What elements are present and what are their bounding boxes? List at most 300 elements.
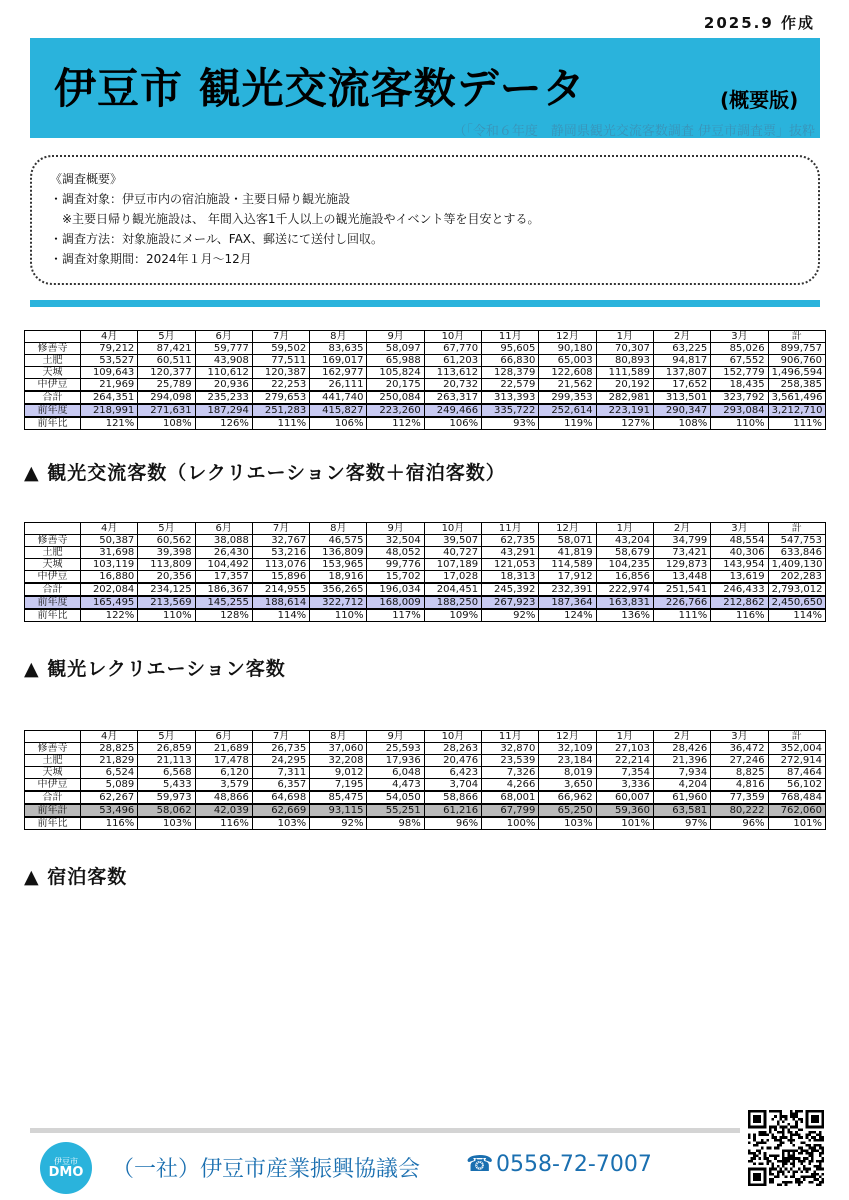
table-cell: 2,450,650 xyxy=(768,596,825,609)
table-cell: 3,650 xyxy=(539,779,596,792)
table-cell: 127% xyxy=(596,417,653,430)
table-cell: 59,973 xyxy=(138,791,195,804)
table-cell: 87,421 xyxy=(138,343,195,355)
table-cell: 18,916 xyxy=(310,571,367,584)
logo-top-text: 伊豆市 xyxy=(54,1156,78,1166)
row-label: 天城 xyxy=(25,367,81,379)
table-cell: 162,977 xyxy=(310,367,367,379)
table-cell: 17,912 xyxy=(539,571,596,584)
row-label: 合計 xyxy=(25,391,81,404)
table-cell: 234,125 xyxy=(138,583,195,596)
table-cell: 23,539 xyxy=(482,755,539,767)
table-cell: 114,589 xyxy=(539,559,596,571)
table-cell: 279,653 xyxy=(252,391,309,404)
table-row xyxy=(25,767,826,779)
table-cell: 202,084 xyxy=(81,583,138,596)
table-cell: 54,050 xyxy=(367,791,424,804)
table-cell: 111% xyxy=(252,417,309,430)
table-cell: 63,225 xyxy=(653,343,710,355)
row-label: 前年比 xyxy=(25,817,81,830)
table-row xyxy=(25,547,826,559)
row-label: 修善寺 xyxy=(25,743,81,755)
row-label: 土肥 xyxy=(25,755,81,767)
table-cell: 40,306 xyxy=(711,547,768,559)
table-cell: 111% xyxy=(653,609,710,622)
table-cell: 22,214 xyxy=(596,755,653,767)
column-header: 10月 xyxy=(424,523,481,535)
table-cell: 27,103 xyxy=(596,743,653,755)
table-cell: 3,336 xyxy=(596,779,653,792)
table-cell: 103,119 xyxy=(81,559,138,571)
table-cell: 21,689 xyxy=(195,743,252,755)
table-cell: 246,433 xyxy=(711,583,768,596)
table-cell: 77,359 xyxy=(711,791,768,804)
column-header: 6月 xyxy=(195,331,252,343)
table-cell: 48,866 xyxy=(195,791,252,804)
table-cell: 143,954 xyxy=(711,559,768,571)
table-row xyxy=(25,367,826,379)
table-row xyxy=(25,755,826,767)
table-cell: 61,960 xyxy=(653,791,710,804)
table-cell: 104,492 xyxy=(195,559,252,571)
table-cell: 53,527 xyxy=(81,355,138,367)
column-header: 7月 xyxy=(252,331,309,343)
table-cell: 21,113 xyxy=(138,755,195,767)
table-cell: 26,430 xyxy=(195,547,252,559)
table-overnight-visitors xyxy=(24,730,826,830)
table-cell: 17,936 xyxy=(367,755,424,767)
column-header: 計 xyxy=(768,523,825,535)
table-cell: 53,216 xyxy=(252,547,309,559)
table-cell: 41,819 xyxy=(539,547,596,559)
column-header: 計 xyxy=(768,331,825,343)
table-cell: 169,017 xyxy=(310,355,367,367)
column-header: 10月 xyxy=(424,731,481,743)
phone-icon: ☎ xyxy=(466,1152,494,1177)
table-cell: 62,669 xyxy=(252,804,309,817)
table-cell: 101% xyxy=(596,817,653,830)
table-cell: 196,034 xyxy=(367,583,424,596)
table-cell: 110% xyxy=(138,609,195,622)
table-cell: 55,251 xyxy=(367,804,424,817)
column-header: 3月 xyxy=(711,331,768,343)
table-cell: 26,859 xyxy=(138,743,195,755)
table-cell: 58,679 xyxy=(596,547,653,559)
table-cell: 8,825 xyxy=(711,767,768,779)
table-cell: 202,283 xyxy=(768,571,825,584)
table-cell: 17,478 xyxy=(195,755,252,767)
table-cell: 13,448 xyxy=(653,571,710,584)
table-cell: 126% xyxy=(195,417,252,430)
table-cell: 271,631 xyxy=(138,404,195,417)
table-cell: 204,451 xyxy=(424,583,481,596)
table-cell: 43,291 xyxy=(482,547,539,559)
column-header: 12月 xyxy=(539,331,596,343)
table-cell: 226,766 xyxy=(653,596,710,609)
column-header: 9月 xyxy=(367,523,424,535)
table-cell: 65,003 xyxy=(539,355,596,367)
table-cell: 136,809 xyxy=(310,547,367,559)
table-row xyxy=(25,535,826,547)
table-cell: 15,702 xyxy=(367,571,424,584)
table-cell: 186,367 xyxy=(195,583,252,596)
table-cell: 90,180 xyxy=(539,343,596,355)
table-cell: 26,111 xyxy=(310,379,367,392)
table-cell: 59,777 xyxy=(195,343,252,355)
table-cell: 633,846 xyxy=(768,547,825,559)
column-header: 8月 xyxy=(310,731,367,743)
table-cell: 60,007 xyxy=(596,791,653,804)
table-cell: 168,009 xyxy=(367,596,424,609)
column-header: 6月 xyxy=(195,731,252,743)
table-cell: 113,076 xyxy=(252,559,309,571)
table-cell: 107,189 xyxy=(424,559,481,571)
table-cell: 768,484 xyxy=(768,791,825,804)
table-cell: 60,511 xyxy=(138,355,195,367)
column-header: 4月 xyxy=(81,523,138,535)
table-cell: 120,377 xyxy=(138,367,195,379)
corner-cell xyxy=(25,331,81,343)
table-cell: 99,776 xyxy=(367,559,424,571)
table-cell: 13,619 xyxy=(711,571,768,584)
row-label: 土肥 xyxy=(25,547,81,559)
table-cell: 128% xyxy=(195,609,252,622)
table-cell: 762,060 xyxy=(768,804,825,817)
column-header: 6月 xyxy=(195,523,252,535)
table-cell: 251,283 xyxy=(252,404,309,417)
table-row xyxy=(25,343,826,355)
table-cell: 59,502 xyxy=(252,343,309,355)
table-cell: 108% xyxy=(653,417,710,430)
table-cell: 187,294 xyxy=(195,404,252,417)
table-cell: 264,351 xyxy=(81,391,138,404)
table-cell: 7,311 xyxy=(252,767,309,779)
row-label: 前年比 xyxy=(25,609,81,622)
table-cell: 21,969 xyxy=(81,379,138,392)
table-total-visitors xyxy=(24,330,826,430)
table-cell: 9,012 xyxy=(310,767,367,779)
table-cell: 313,393 xyxy=(482,391,539,404)
overview-line: ※主要日帰り観光施設は、 年間入込客1千人以上の観光施設やイベント等を目安とする。 xyxy=(50,212,540,226)
table-cell: 109,643 xyxy=(81,367,138,379)
table-cell: 22,579 xyxy=(482,379,539,392)
table-cell: 97% xyxy=(653,817,710,830)
header-row xyxy=(25,731,826,743)
table-cell: 1,496,594 xyxy=(768,367,825,379)
table-cell: 114% xyxy=(768,609,825,622)
table-cell: 68,001 xyxy=(482,791,539,804)
table-cell: 165,495 xyxy=(81,596,138,609)
table-cell: 87,464 xyxy=(768,767,825,779)
table-cell: 258,385 xyxy=(768,379,825,392)
table-cell: 28,263 xyxy=(424,743,481,755)
table-cell: 105,824 xyxy=(367,367,424,379)
table-cell: 323,792 xyxy=(711,391,768,404)
table-cell: 96% xyxy=(424,817,481,830)
section-title-overnight: ▲ 宿泊客数 xyxy=(24,866,128,888)
table-cell: 441,740 xyxy=(310,391,367,404)
table-cell: 98% xyxy=(367,817,424,830)
table-cell: 111% xyxy=(768,417,825,430)
column-header: 7月 xyxy=(252,731,309,743)
table-cell: 48,554 xyxy=(711,535,768,547)
column-header: 4月 xyxy=(81,731,138,743)
table-cell: 122% xyxy=(81,609,138,622)
table-cell: 121,053 xyxy=(482,559,539,571)
table-cell: 116% xyxy=(81,817,138,830)
table-cell: 31,698 xyxy=(81,547,138,559)
table-cell: 6,423 xyxy=(424,767,481,779)
table-cell: 96% xyxy=(711,817,768,830)
table-row xyxy=(25,817,826,830)
survey-overview xyxy=(30,155,820,285)
table-cell: 103% xyxy=(138,817,195,830)
row-label: 土肥 xyxy=(25,355,81,367)
table-cell: 145,255 xyxy=(195,596,252,609)
table-cell: 899,757 xyxy=(768,343,825,355)
logo-main-text: DMO xyxy=(48,1164,84,1180)
table-cell: 48,052 xyxy=(367,547,424,559)
table-cell: 4,204 xyxy=(653,779,710,792)
table-cell: 293,084 xyxy=(711,404,768,417)
table-cell: 124% xyxy=(539,609,596,622)
row-label: 修善寺 xyxy=(25,535,81,547)
table-cell: 18,435 xyxy=(711,379,768,392)
table-cell: 223,260 xyxy=(367,404,424,417)
table-cell: 66,962 xyxy=(539,791,596,804)
column-header: 3月 xyxy=(711,731,768,743)
table-cell: 58,062 xyxy=(138,804,195,817)
table-cell: 77,511 xyxy=(252,355,309,367)
table-cell: 223,191 xyxy=(596,404,653,417)
table-cell: 32,767 xyxy=(252,535,309,547)
table-cell: 6,048 xyxy=(367,767,424,779)
table-cell: 20,192 xyxy=(596,379,653,392)
table-cell: 6,524 xyxy=(81,767,138,779)
table-cell: 93% xyxy=(482,417,539,430)
row-label: 前年比 xyxy=(25,417,81,430)
table-cell: 95,605 xyxy=(482,343,539,355)
table-cell: 16,880 xyxy=(81,571,138,584)
table-cell: 335,722 xyxy=(482,404,539,417)
table-cell: 63,581 xyxy=(653,804,710,817)
table-cell: 38,088 xyxy=(195,535,252,547)
table-cell: 34,799 xyxy=(653,535,710,547)
table-cell: 137,807 xyxy=(653,367,710,379)
table-cell: 58,071 xyxy=(539,535,596,547)
section-title-total: ▲ 観光交流客数（レクリエーション客数＋宿泊客数） xyxy=(24,462,506,484)
table-cell: 43,908 xyxy=(195,355,252,367)
table-row xyxy=(25,559,826,571)
table-cell: 21,829 xyxy=(81,755,138,767)
table-cell: 322,712 xyxy=(310,596,367,609)
table-cell: 61,203 xyxy=(424,355,481,367)
table-row xyxy=(25,404,826,417)
table-cell: 3,561,496 xyxy=(768,391,825,404)
table-cell: 3,704 xyxy=(424,779,481,792)
table-row xyxy=(25,355,826,367)
table-cell: 100% xyxy=(482,817,539,830)
row-label: 中伊豆 xyxy=(25,571,81,584)
table-cell: 245,392 xyxy=(482,583,539,596)
column-header: 5月 xyxy=(138,331,195,343)
column-header: 5月 xyxy=(138,523,195,535)
page-title: 伊豆市 観光交流客数データ xyxy=(54,64,586,113)
column-header: 2月 xyxy=(653,331,710,343)
table-cell: 6,568 xyxy=(138,767,195,779)
column-header: 8月 xyxy=(310,331,367,343)
table-cell: 232,391 xyxy=(539,583,596,596)
table-cell: 282,981 xyxy=(596,391,653,404)
table-cell: 4,266 xyxy=(482,779,539,792)
table-row xyxy=(25,743,826,755)
table-cell: 93,115 xyxy=(310,804,367,817)
phone-number[interactable]: 0558-72-7007 xyxy=(496,1152,652,1177)
table-cell: 65,250 xyxy=(539,804,596,817)
table-cell: 121% xyxy=(81,417,138,430)
table-cell: 249,466 xyxy=(424,404,481,417)
table-cell: 21,562 xyxy=(539,379,596,392)
table-cell: 101% xyxy=(768,817,825,830)
table-cell: 103% xyxy=(539,817,596,830)
table-cell: 56,102 xyxy=(768,779,825,792)
table-cell: 352,004 xyxy=(768,743,825,755)
table-cell: 152,779 xyxy=(711,367,768,379)
table-cell: 70,307 xyxy=(596,343,653,355)
table-cell: 110% xyxy=(711,417,768,430)
table-cell: 116% xyxy=(195,817,252,830)
table-cell: 129,873 xyxy=(653,559,710,571)
table-cell: 20,356 xyxy=(138,571,195,584)
table-cell: 113,809 xyxy=(138,559,195,571)
table-cell: 3,212,710 xyxy=(768,404,825,417)
corner-cell xyxy=(25,731,81,743)
table-cell: 356,265 xyxy=(310,583,367,596)
table-cell: 24,295 xyxy=(252,755,309,767)
table-cell: 28,825 xyxy=(81,743,138,755)
table-cell: 263,317 xyxy=(424,391,481,404)
row-label: 合計 xyxy=(25,583,81,596)
table-row xyxy=(25,779,826,792)
table-cell: 222,974 xyxy=(596,583,653,596)
table-cell: 117% xyxy=(367,609,424,622)
table-cell: 214,955 xyxy=(252,583,309,596)
table-cell: 66,830 xyxy=(482,355,539,367)
table-cell: 67,770 xyxy=(424,343,481,355)
row-label: 前年度 xyxy=(25,596,81,609)
table-cell: 547,753 xyxy=(768,535,825,547)
corner-cell xyxy=(25,523,81,535)
summary-badge: (概要版) xyxy=(720,88,799,112)
table-cell: 23,184 xyxy=(539,755,596,767)
table-cell: 272,914 xyxy=(768,755,825,767)
column-header: 3月 xyxy=(711,523,768,535)
overview-line: ・調査対象期間：2024年１月～12月 xyxy=(50,252,252,266)
table-cell: 94,817 xyxy=(653,355,710,367)
column-header: 2月 xyxy=(653,731,710,743)
table-cell: 109% xyxy=(424,609,481,622)
table-cell: 80,222 xyxy=(711,804,768,817)
table-cell: 106% xyxy=(310,417,367,430)
row-label: 前年計 xyxy=(25,804,81,817)
table-cell: 92% xyxy=(310,817,367,830)
table-cell: 43,204 xyxy=(596,535,653,547)
table-cell: 42,039 xyxy=(195,804,252,817)
table-cell: 53,496 xyxy=(81,804,138,817)
table-row xyxy=(25,609,826,622)
column-header: 4月 xyxy=(81,331,138,343)
column-header: 12月 xyxy=(539,731,596,743)
table-cell: 67,552 xyxy=(711,355,768,367)
table-cell: 251,541 xyxy=(653,583,710,596)
table-cell: 32,504 xyxy=(367,535,424,547)
table-row xyxy=(25,391,826,404)
table-cell: 110,612 xyxy=(195,367,252,379)
row-label: 合計 xyxy=(25,791,81,804)
divider-bar xyxy=(30,300,820,307)
column-header: 9月 xyxy=(367,331,424,343)
table-cell: 188,614 xyxy=(252,596,309,609)
column-header: 1月 xyxy=(596,523,653,535)
table-cell: 122,608 xyxy=(539,367,596,379)
table-cell: 294,098 xyxy=(138,391,195,404)
row-label: 天城 xyxy=(25,767,81,779)
overview-line: ・調査方法：対象施設にメール、FAX、郵送にて送付し回収。 xyxy=(50,232,384,246)
table-cell: 65,988 xyxy=(367,355,424,367)
table-cell: 212,862 xyxy=(711,596,768,609)
table-cell: 37,060 xyxy=(310,743,367,755)
table-cell: 104,235 xyxy=(596,559,653,571)
table-cell: 85,475 xyxy=(310,791,367,804)
row-label: 中伊豆 xyxy=(25,379,81,392)
table-cell: 32,208 xyxy=(310,755,367,767)
table-cell: 62,735 xyxy=(482,535,539,547)
table-cell: 28,426 xyxy=(653,743,710,755)
table-row xyxy=(25,379,826,392)
column-header: 5月 xyxy=(138,731,195,743)
table-row xyxy=(25,791,826,804)
table-cell: 80,893 xyxy=(596,355,653,367)
table-cell: 46,575 xyxy=(310,535,367,547)
table-cell: 21,396 xyxy=(653,755,710,767)
table-cell: 267,923 xyxy=(482,596,539,609)
table-cell: 7,934 xyxy=(653,767,710,779)
column-header: 12月 xyxy=(539,523,596,535)
table-cell: 64,698 xyxy=(252,791,309,804)
table-cell: 120,387 xyxy=(252,367,309,379)
table-cell: 7,326 xyxy=(482,767,539,779)
table-row xyxy=(25,583,826,596)
footer-divider xyxy=(30,1128,740,1133)
table-row xyxy=(25,417,826,430)
column-header: 11月 xyxy=(482,523,539,535)
table-cell: 50,387 xyxy=(81,535,138,547)
table-cell: 17,028 xyxy=(424,571,481,584)
table-cell: 20,936 xyxy=(195,379,252,392)
column-header: 11月 xyxy=(482,331,539,343)
table-cell: 111,589 xyxy=(596,367,653,379)
table-cell: 61,216 xyxy=(424,804,481,817)
column-header: 7月 xyxy=(252,523,309,535)
source-note: （「令和６年度 静岡県観光交流客数調査 伊豆市調査票」抜粋 xyxy=(453,124,815,139)
header-row xyxy=(25,523,826,535)
overview-heading: 《調査概要》 xyxy=(50,172,123,186)
table-row xyxy=(25,804,826,817)
table-cell: 906,760 xyxy=(768,355,825,367)
table-cell: 290,347 xyxy=(653,404,710,417)
table-cell: 5,433 xyxy=(138,779,195,792)
qr-code-icon[interactable] xyxy=(748,1110,824,1186)
